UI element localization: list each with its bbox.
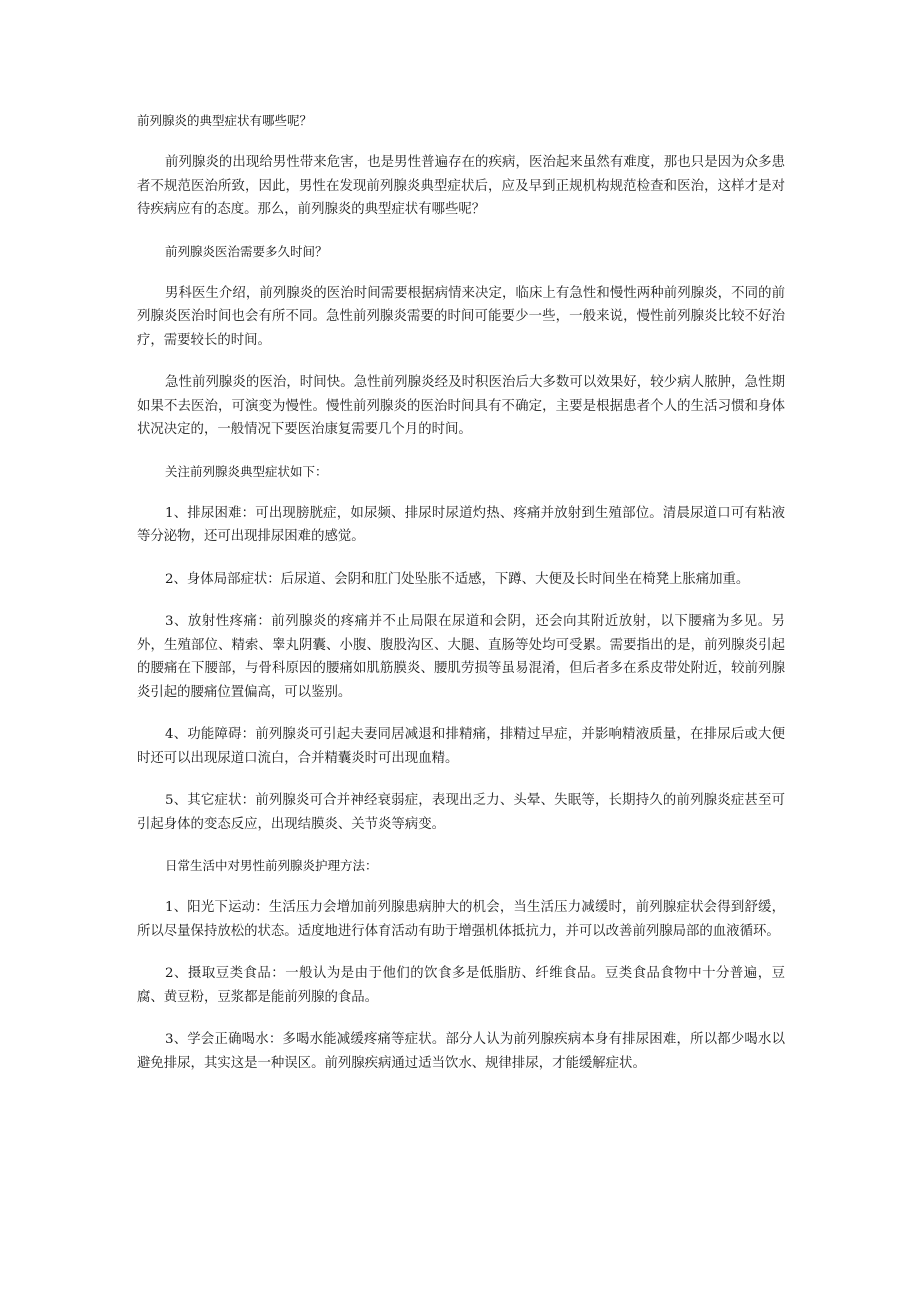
intro-paragraph: 前列腺炎的出现给男性带来危害，也是男性普遍存在的疾病，医治起来虽然有难度，那也只是因为众多患者不规范医治所致，因此，男性在发现前列腺炎典型症状后，应及早到正规机构规范检查和医治，这样才是对待疾病应有的态度。那么，前列腺炎的典型症状有哪些呢？ <box>137 155 785 217</box>
symptom-item: 4、功能障碍：前列腺炎可引起夫妻同居减退和排精痛，排精过早症，并影响精液质量，在排尿后或大便时还可以出现尿道口流白，合并精囊炎时可出现血精。 <box>137 727 785 766</box>
section-heading-treatment-time: 前列腺炎医治需要多久时间？ <box>165 243 328 259</box>
doc-title: 前列腺炎的典型症状有哪些呢？ <box>137 113 313 128</box>
symptom-item: 2、身体局部症状：后尿道、会阴和肛门处坠胀不适感，下蹲、大便及长时间坐在椅凳上胀痛加重。 <box>165 571 750 587</box>
treatment-time-paragraph-2: 急性前列腺炎的医治，时间快。急性前列腺炎经及时积医治后大多数可以效果好，较少病人脓肿，急性期如果不去医治，可演变为慢性。慢性前列腺炎的医治时间具有不确定，主要是根据患者个人的生活习惯和身体状况决定的，一般情况下要医治康复需要几个月的时间。 <box>137 375 785 437</box>
section-heading-care: 日常生活中对男性前列腺炎护理方法： <box>165 858 378 873</box>
care-item: 1、阳光下运动：生活压力会增加前列腺患病肿大的机会，当生活压力减缓时，前列腺症状会得到舒缓，所以尽量保持放松的状态。适度地进行体育活动有助于增强机体抵抗力，并可以改善前列腺局部的血液循环。 <box>137 900 785 939</box>
care-item: 2、摄取豆类食品：一般认为是由于他们的饮食多是低脂肪、纤维食品。豆类食品食物中十分普遍，豆腐、黄豆粉，豆浆都是能前列腺的食品。 <box>137 966 785 1005</box>
document-page <box>137 110 785 1075</box>
symptom-item: 1、排尿困难：可出现膀胱症，如尿频、排尿时尿道灼热、疼痛并放射到生殖部位。清晨尿道口可有粘液等分泌物，还可出现排尿困难的感觉。 <box>137 505 785 544</box>
treatment-time-paragraph-1: 男科医生介绍，前列腺炎的医治时间需要根据病情来决定，临床上有急性和慢性两种前列腺炎，不同的前列腺炎医治时间也会有所不同。急性前列腺炎需要的时间可能要少一些，一般来说，慢性前列腺炎比较不好治疗，需要较长的时间。 <box>137 285 785 348</box>
section-heading-symptoms: 关注前列腺炎典型症状如下： <box>165 463 328 479</box>
symptom-item: 3、放射性疼痛：前列腺炎的疼痛并不止局限在尿道和会阴，还会向其附近放射，以下腰痛为多见。另外，生殖部位、精索、睾丸阴囊、小腹、腹股沟区、大腿、直肠等处均可受累。需要指出的是，前列腺炎引起的腰痛在下腰部，与骨科原因的腰痛如肌筋膜炎、腰肌劳损等虽易混淆，但后者多在系皮带处附近，较前列腺炎引起的腰痛位置偏高，可以鉴别。 <box>137 614 785 700</box>
symptom-item: 5、其它症状：前列腺炎可合并神经衰弱症，表现出乏力、头晕、失眠等，长期持久的前列腺炎症甚至可引起身体的变态反应，出现结膜炎、关节炎等病变。 <box>137 793 785 832</box>
care-item: 3、学会正确喝水：多喝水能减缓疼痛等症状。部分人认为前列腺疾病本身有排尿困难，所以都少喝水以避免排尿，其实这是一种误区。前列腺疾病通过适当饮水、规律排尿，才能缓解症状。 <box>137 1032 785 1071</box>
